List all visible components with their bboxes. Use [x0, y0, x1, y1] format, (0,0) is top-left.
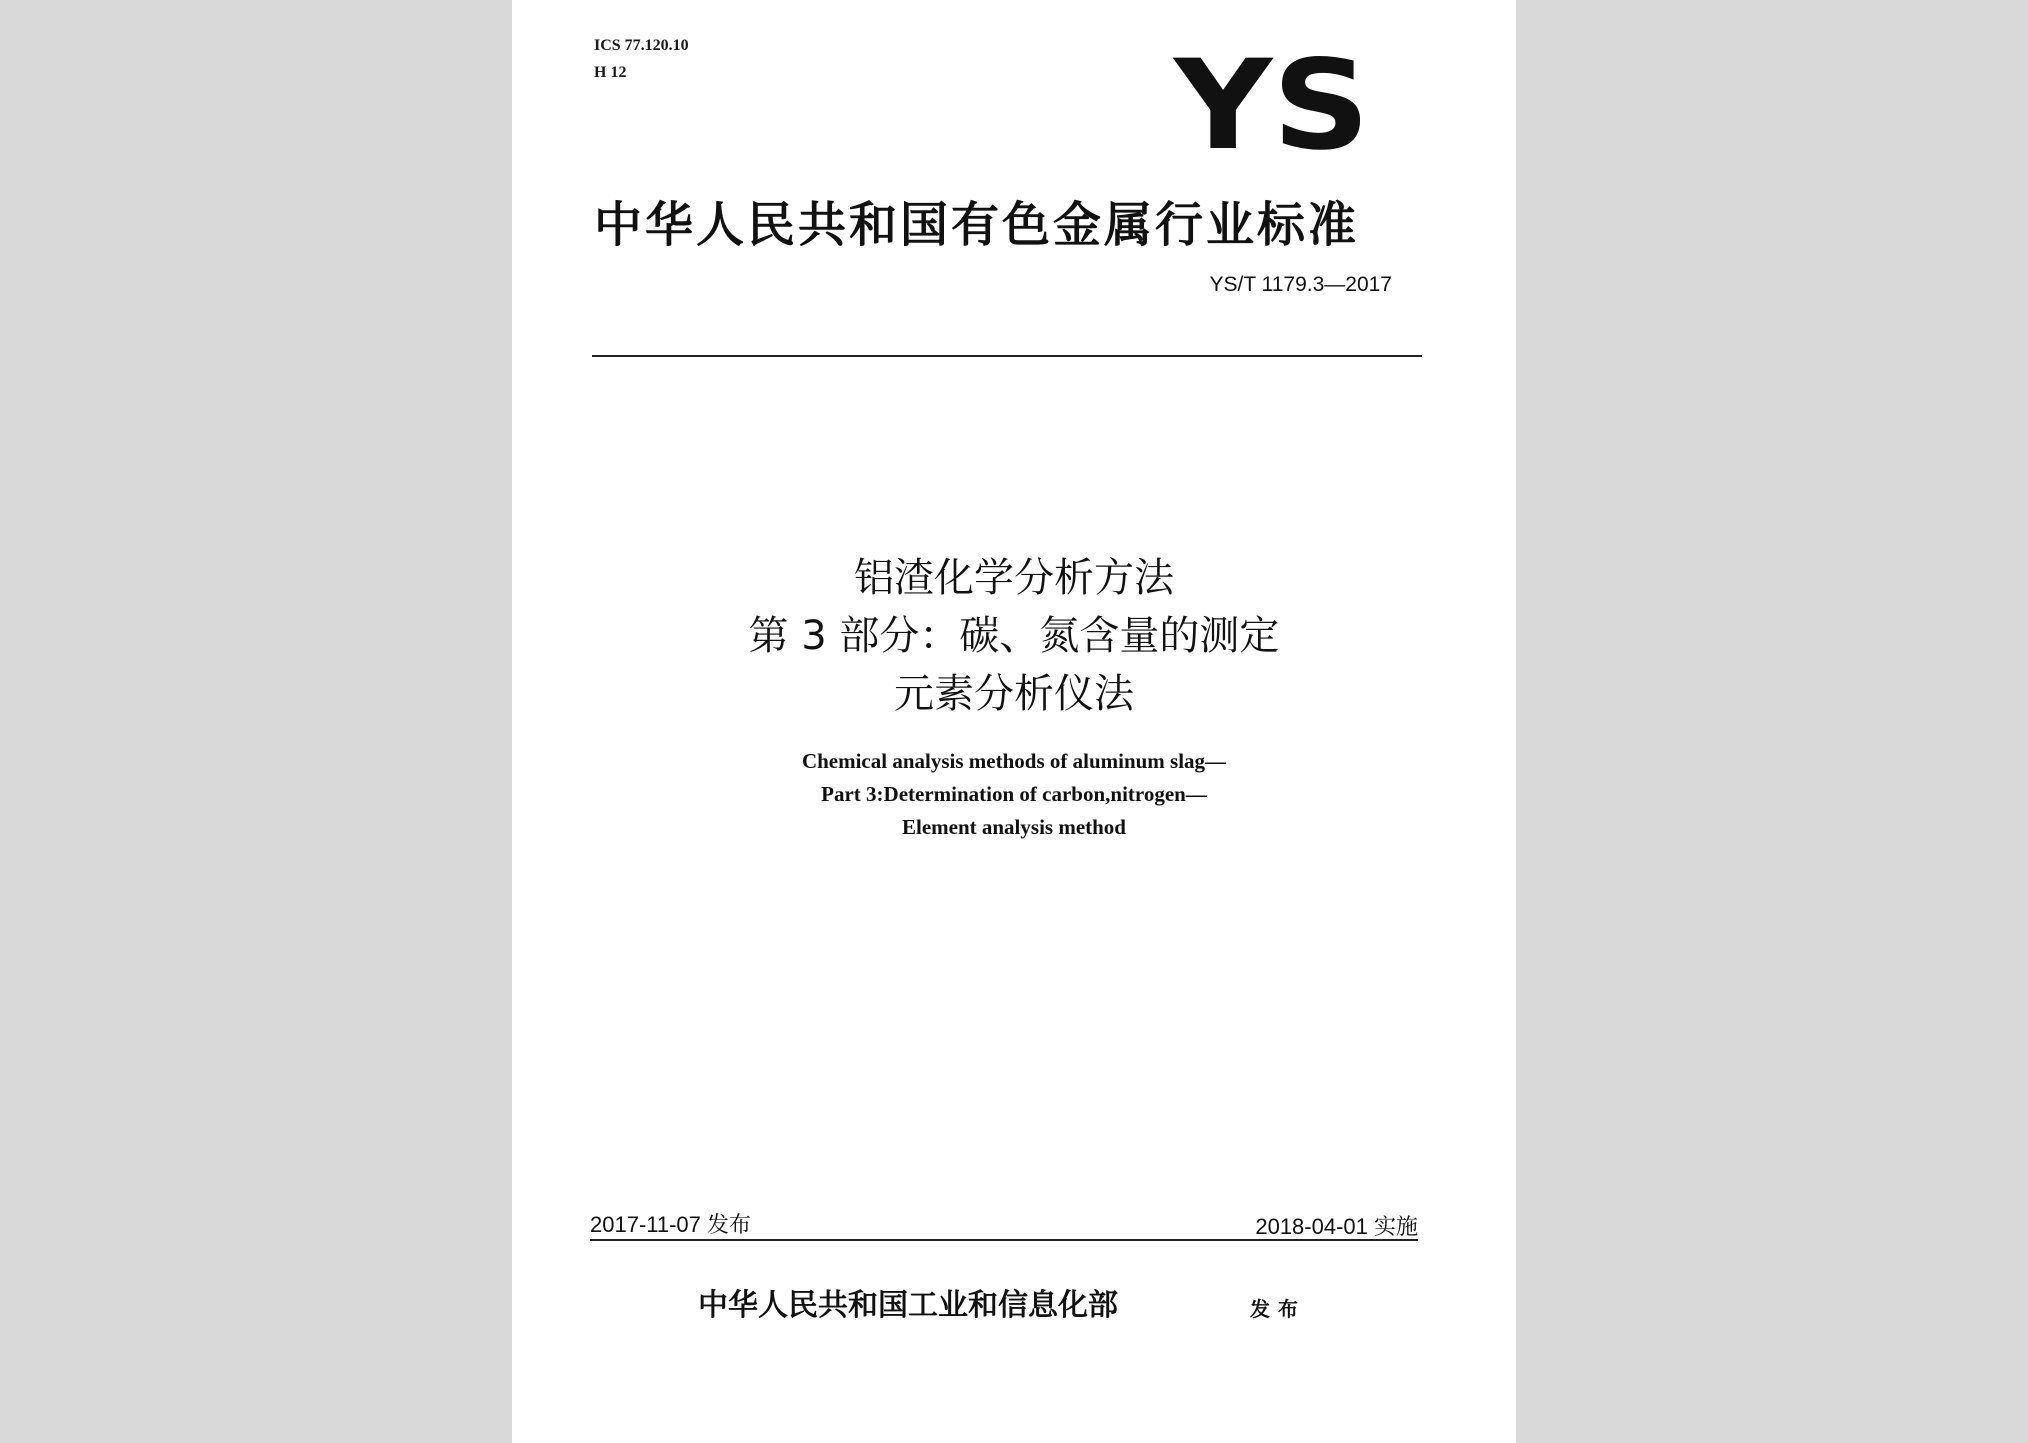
standard-number: YS/T 1179.3—2017 [1209, 273, 1392, 296]
publish-label: 发布 [1250, 1297, 1306, 1321]
ccs-code: H 12 [594, 64, 627, 81]
standard-category: 中华人民共和国有色金属行业标准 [594, 197, 1360, 253]
header-divider [592, 355, 1422, 357]
publisher-name: 中华人民共和国工业和信息化部 [698, 1288, 1118, 1323]
title-en-line-2: Part 3:Determination of carbon,nitrogen— [821, 782, 1207, 806]
title-cn-line-1: 铝渣化学分析方法 [854, 555, 1174, 601]
title-en-line-3: Element analysis method [901, 815, 1126, 839]
ys-logo [1172, 44, 1372, 156]
footer-divider [590, 1239, 1418, 1241]
title-cn-line-2: 第 3 部分：碳、氮含量的测定 [748, 613, 1280, 659]
implementation-date: 2018-04-01 实施 [1255, 1214, 1418, 1239]
ys-logo-text: YS [1172, 44, 1370, 156]
ics-code: ICS 77.120.10 [594, 37, 689, 54]
issue-date: 2017-11-07 发布 [590, 1212, 752, 1237]
title-cn-line-3: 元素分析仪法 [894, 671, 1134, 717]
document-page [512, 0, 1516, 1443]
title-en-line-1: Chemical analysis methods of aluminum slag— [801, 749, 1227, 773]
